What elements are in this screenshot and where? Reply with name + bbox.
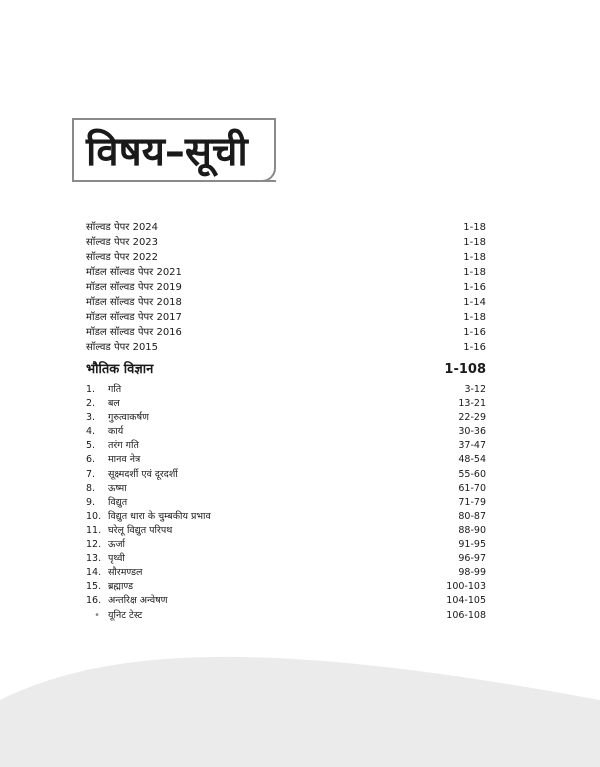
chapter-pages: 30-36 — [458, 426, 486, 438]
chapter-entry — [86, 425, 123, 439]
page-title: विषय–सूची — [86, 129, 248, 175]
chapter-row — [86, 566, 486, 580]
paper-pages: 1-16 — [463, 327, 486, 338]
chapter-row — [86, 510, 486, 524]
paper-label: मॉडल सॉल्वड पेपर 2019 — [86, 282, 182, 293]
chapter-entry — [86, 439, 139, 453]
paper-label: मॉडल सॉल्वड पेपर 2018 — [86, 297, 182, 308]
chapter-entry — [86, 566, 143, 580]
chapter-pages: 37-47 — [458, 440, 486, 452]
chapter-label: अन्तरिक्ष अन्वेषण — [108, 595, 168, 607]
chapter-number: 7. — [86, 468, 96, 480]
chapter-pages: 88-90 — [458, 524, 486, 536]
chapter-entry — [86, 383, 121, 397]
paper-label: सॉल्वड पेपर 2023 — [86, 237, 159, 248]
chapter-pages: 98-99 — [458, 567, 486, 579]
chapter-row — [86, 524, 486, 538]
chapter-label: तरंग गति — [108, 440, 139, 452]
chapter-pages: 100-103 — [446, 581, 486, 593]
chapter-label: कार्य — [108, 426, 124, 438]
chapter-pages: 104-105 — [446, 595, 486, 607]
chapter-number: 3. — [86, 412, 96, 424]
chapter-number: 16. — [86, 595, 102, 607]
paper-label: मॉडल सॉल्वड पेपर 2017 — [86, 312, 182, 323]
paper-row — [86, 340, 486, 355]
paper-label: सॉल्वड पेपर 2024 — [86, 222, 159, 233]
chapters-list — [86, 383, 486, 623]
paper-pages: 1-16 — [463, 342, 486, 353]
chapter-pages: 22-29 — [458, 412, 486, 424]
chapter-number: 14. — [86, 567, 102, 579]
chapter-pages: 55-60 — [458, 468, 486, 480]
chapter-row — [86, 468, 486, 482]
chapter-entry — [86, 510, 211, 524]
chapter-number: 12. — [86, 539, 102, 551]
chapter-row — [86, 538, 486, 552]
chapter-pages: 96-97 — [458, 553, 486, 565]
paper-row — [86, 265, 486, 280]
chapter-label: घरेलू विद्युत परिपथ — [108, 524, 173, 536]
chapter-pages: 13-21 — [458, 398, 486, 410]
paper-entry — [86, 340, 158, 355]
chapter-number: • — [94, 609, 100, 621]
paper-label: मॉडल सॉल्वड पेपर 2021 — [86, 267, 182, 278]
chapter-label: गुरुत्वाकर्षण — [108, 412, 149, 424]
paper-entry — [86, 310, 182, 325]
chapter-row — [86, 552, 486, 566]
chapter-number: 6. — [86, 454, 96, 466]
chapter-number: 8. — [86, 482, 96, 494]
chapter-label: विद्युत — [108, 496, 128, 508]
chapter-label: सूक्ष्मदर्शी एवं दूरदर्शी — [108, 468, 178, 480]
chapter-pages: 61-70 — [458, 482, 486, 494]
chapter-label: पृथ्वी — [108, 553, 125, 565]
paper-entry — [86, 250, 158, 265]
chapter-label: ब्रह्माण्ड — [108, 581, 134, 593]
chapter-row — [86, 411, 486, 425]
chapter-label: ऊष्मा — [108, 482, 127, 494]
chapter-pages: 80-87 — [458, 510, 486, 522]
paper-pages: 1-18 — [463, 222, 486, 233]
chapter-number: 2. — [86, 398, 96, 410]
paper-label: सॉल्वड पेपर 2015 — [86, 342, 159, 353]
chapter-row — [86, 482, 486, 496]
chapter-number: 13. — [86, 553, 102, 565]
chapter-entry — [86, 468, 178, 482]
paper-pages: 1-18 — [463, 252, 486, 263]
paper-pages: 1-14 — [463, 297, 486, 308]
chapter-number: 10. — [86, 510, 102, 522]
chapter-number: 11. — [86, 524, 102, 536]
paper-pages: 1-16 — [463, 282, 486, 293]
paper-row — [86, 235, 486, 250]
chapter-row — [86, 439, 486, 453]
chapter-number: 9. — [86, 496, 96, 508]
paper-pages: 1-18 — [463, 312, 486, 323]
chapter-label: बल — [108, 398, 120, 410]
chapter-entry — [86, 411, 149, 425]
chapter-row — [86, 397, 486, 411]
chapter-row — [86, 425, 486, 439]
paper-label: सॉल्वड पेपर 2022 — [86, 252, 159, 263]
chapter-entry — [86, 538, 125, 552]
paper-row — [86, 250, 486, 265]
chapter-entry — [86, 482, 127, 496]
chapter-number: 1. — [86, 384, 96, 395]
chapter-entry — [86, 496, 127, 510]
chapter-label: विद्युत धारा के चुम्बकीय प्रभाव — [108, 510, 211, 522]
paper-entry — [86, 280, 182, 295]
chapter-row — [86, 594, 486, 608]
chapter-pages: 91-95 — [458, 539, 486, 551]
solved-papers-list — [86, 220, 486, 355]
paper-entry — [86, 295, 182, 310]
chapter-pages: 106-108 — [446, 609, 486, 621]
chapter-pages: 71-79 — [458, 496, 486, 508]
chapter-number: 5. — [86, 440, 96, 452]
chapter-label: गति — [108, 384, 122, 395]
chapter-entry — [86, 580, 133, 594]
paper-pages: 1-18 — [463, 267, 486, 278]
chapter-number: 15. — [86, 581, 102, 593]
paper-entry — [86, 325, 182, 340]
paper-pages: 1-18 — [463, 237, 486, 248]
chapter-entry — [86, 397, 120, 411]
section-pages: 1-108 — [444, 362, 486, 377]
chapter-row — [86, 453, 486, 467]
chapter-entry — [86, 594, 168, 608]
paper-entry — [86, 220, 158, 235]
chapter-entry — [86, 552, 125, 566]
paper-label: मॉडल सॉल्वड पेपर 2016 — [86, 327, 182, 338]
chapter-row — [86, 609, 486, 623]
chapter-number: 4. — [86, 426, 96, 438]
chapter-label: सौरमण्डल — [108, 567, 143, 579]
chapter-label: मानव नेत्र — [108, 454, 141, 466]
paper-row — [86, 310, 486, 325]
chapter-entry — [86, 453, 140, 467]
section-heading — [86, 361, 486, 379]
chapter-row — [86, 383, 486, 397]
chapter-row — [86, 580, 486, 594]
chapter-pages: 3-12 — [464, 384, 486, 395]
paper-entry — [86, 265, 182, 280]
paper-entry — [86, 235, 158, 250]
chapter-entry — [86, 609, 142, 623]
chapter-pages: 48-54 — [458, 454, 486, 466]
paper-row — [86, 280, 486, 295]
section-title: भौतिक विज्ञान — [86, 362, 154, 377]
chapter-label: ऊर्जा — [108, 539, 125, 551]
title-frame — [72, 118, 276, 182]
chapter-row — [86, 496, 486, 510]
paper-row — [86, 295, 486, 310]
chapter-entry — [86, 524, 172, 538]
chapter-label: यूनिट टेस्ट — [108, 609, 143, 621]
paper-row — [86, 220, 486, 235]
paper-row — [86, 325, 486, 340]
